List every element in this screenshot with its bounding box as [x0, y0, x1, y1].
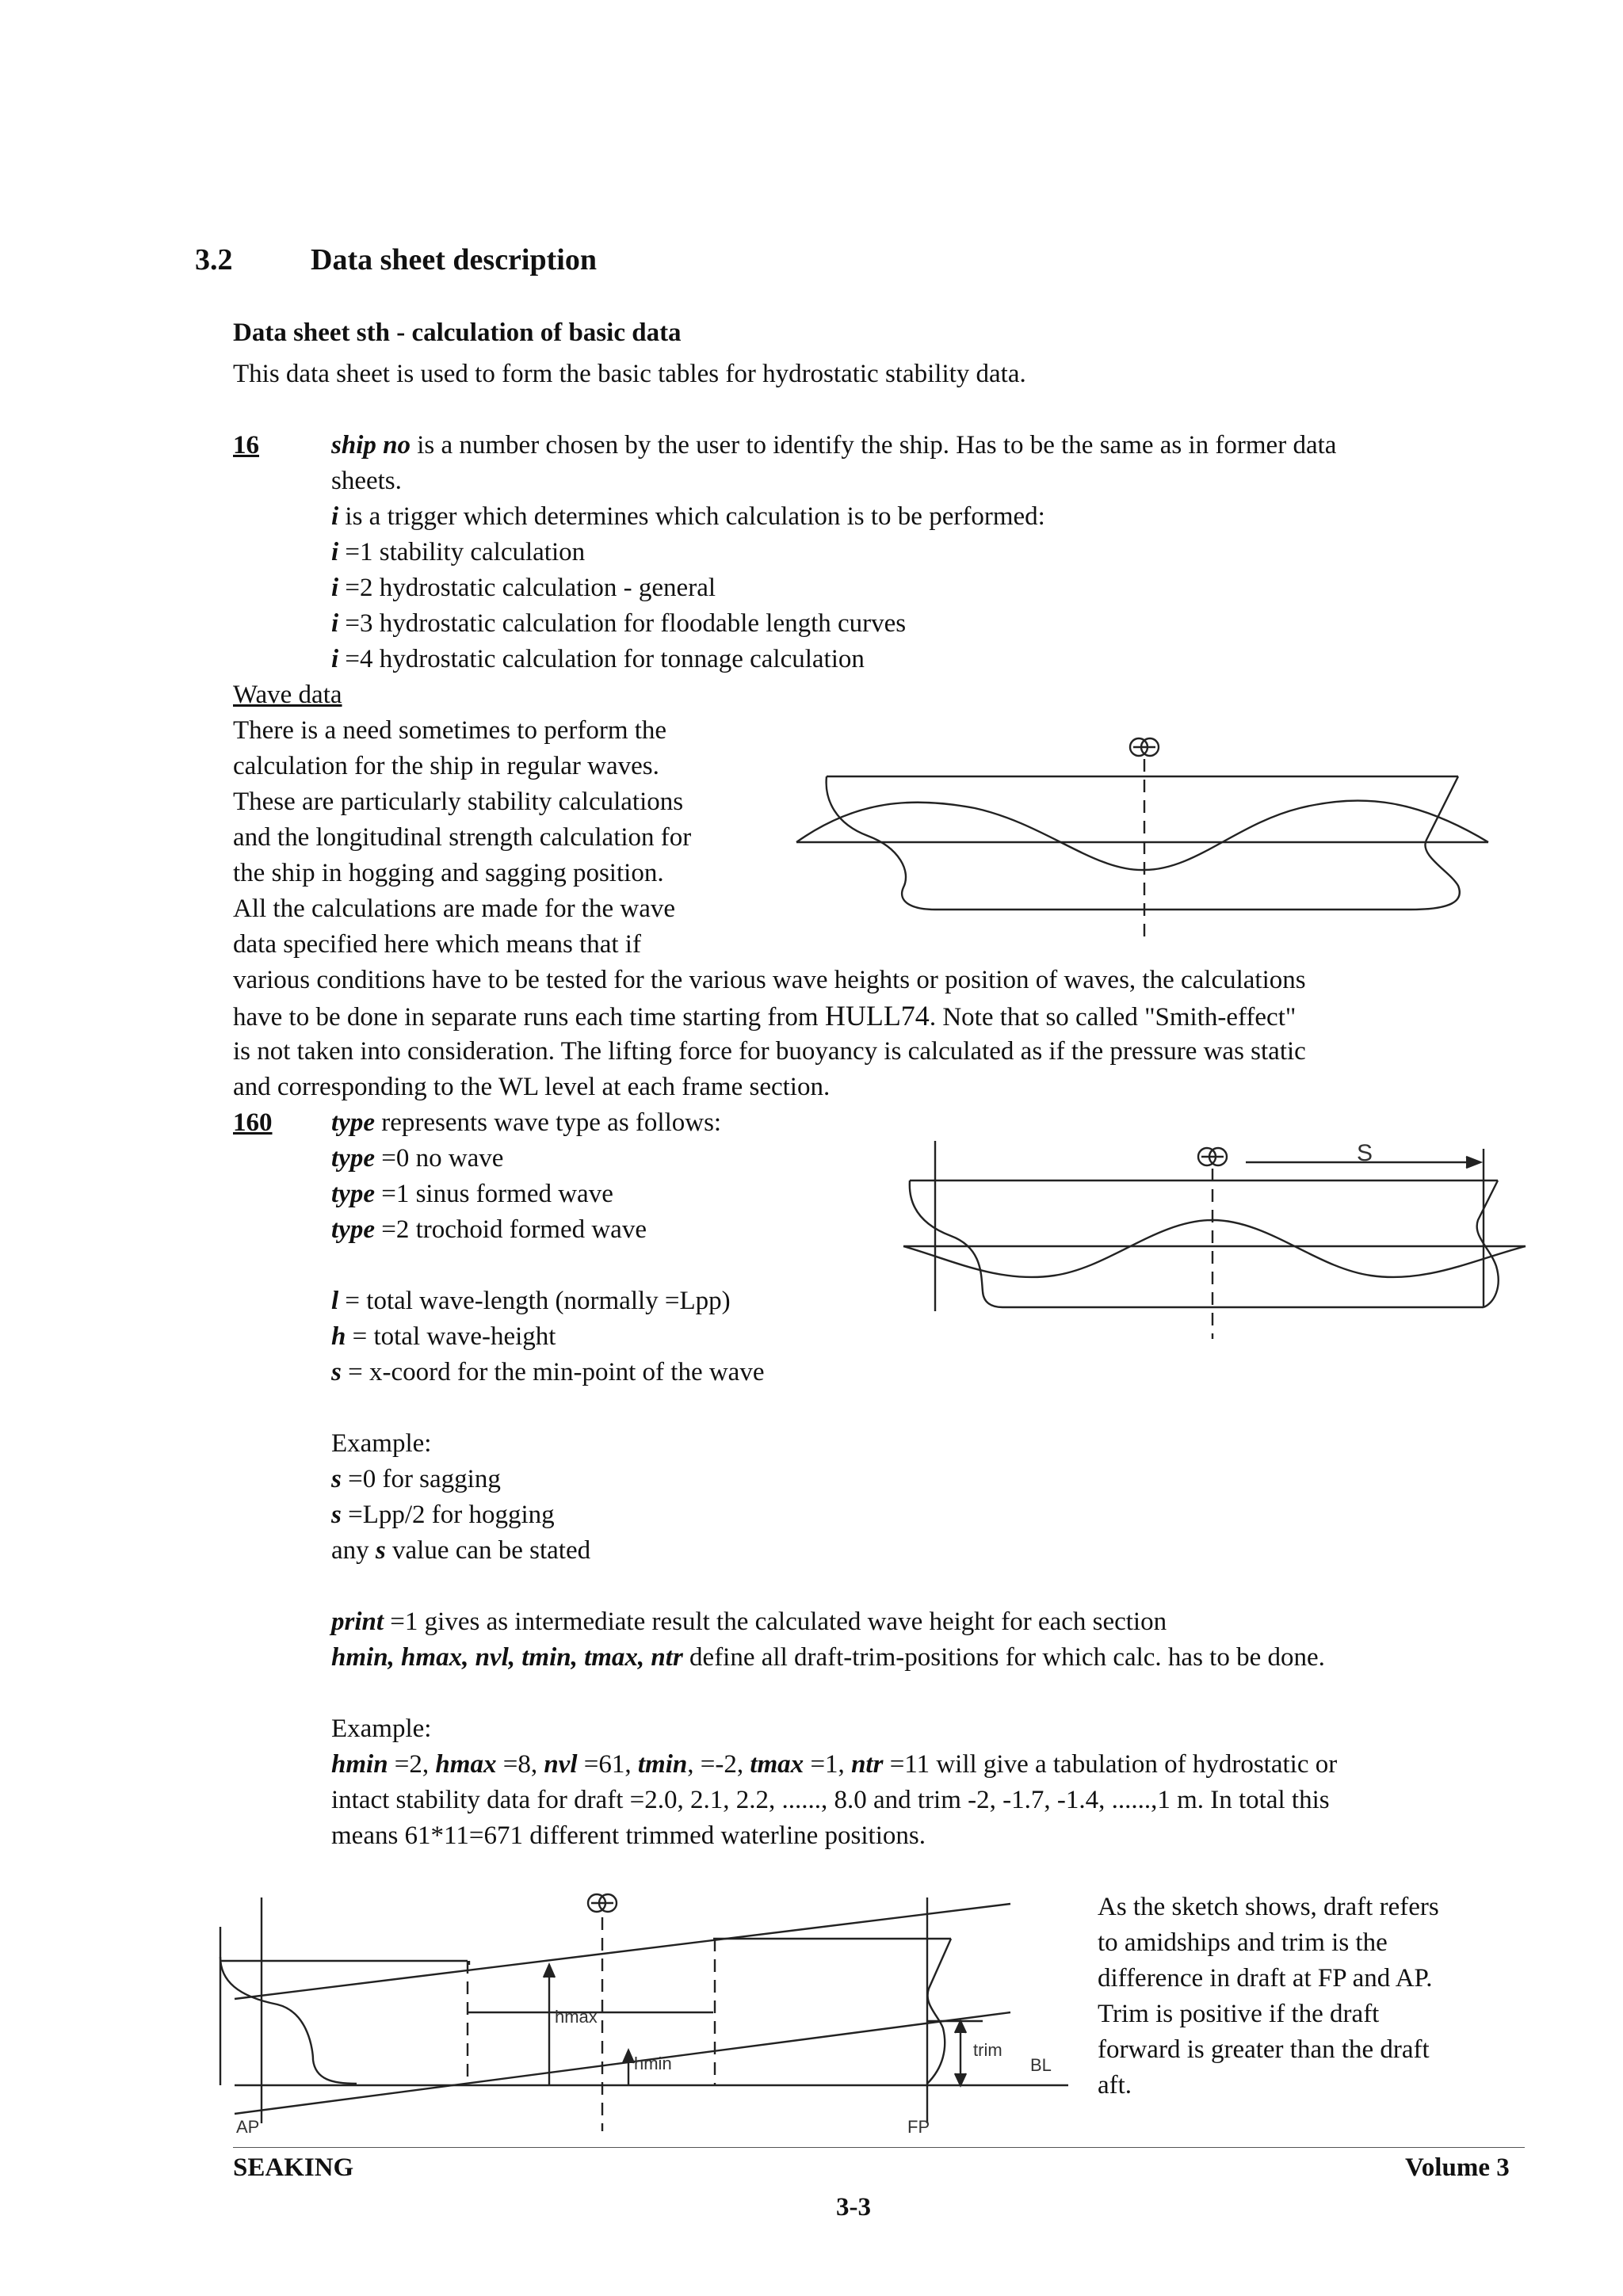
- example2-line-2: intact stability data for draft =2.0, 2.1, 2.2, ......, 8.0 and trim -2, -1.7, -1.4, ......,1 m. In total this: [331, 1786, 1330, 1814]
- sketch-note-line: aft.: [1098, 2071, 1132, 2100]
- text: =1,: [804, 1750, 852, 1779]
- hmax-label: hmax: [555, 2007, 598, 2027]
- arrowhead-icon: [544, 1965, 555, 1978]
- text: = total wave-length (normally =Lpp): [338, 1287, 731, 1315]
- footer-left: SEAKING: [233, 2153, 354, 2182]
- text: =2,: [388, 1750, 436, 1779]
- trim-label: trim: [973, 2040, 1002, 2060]
- waterline-min: [235, 2012, 1010, 2114]
- text: =0 for sagging: [341, 1465, 501, 1493]
- wave-text-line: These are particularly stability calculations: [233, 788, 684, 816]
- text: =3 hydrostatic calculation for floodable length curves: [338, 609, 907, 638]
- sketch-note-line: Trim is positive if the draft: [1098, 2000, 1380, 2028]
- keyword-i: i: [331, 502, 339, 531]
- text: = x-coord for the min-point of the wave: [341, 1358, 765, 1386]
- keyword-ntr: ntr: [851, 1750, 884, 1779]
- text: =1 sinus formed wave: [374, 1180, 613, 1208]
- text: = total wave-height: [346, 1322, 556, 1351]
- text: =Lpp/2 for hogging: [341, 1501, 555, 1529]
- hmin-label: hmin: [634, 2054, 672, 2073]
- s-label: S: [1357, 1140, 1373, 1166]
- example-label: Example:: [331, 1429, 432, 1458]
- p16-line-2: sheets.: [331, 467, 402, 495]
- text: is a number chosen by the user to identify the ship. Has to be the same as in former data: [410, 431, 1337, 460]
- text: =8,: [496, 1750, 544, 1779]
- text: =1 gives as intermediate result the calculated wave height for each section: [384, 1608, 1167, 1636]
- wave-text-line: data specified here which means that if: [233, 930, 641, 959]
- wave-text-line: There is a need sometimes to perform the: [233, 716, 667, 745]
- keyword-type: type: [331, 1215, 375, 1244]
- example2-line-3: means 61*11=671 different trimmed waterline positions.: [331, 1821, 926, 1850]
- keyword-hmax: hmax: [435, 1750, 497, 1779]
- keyword-i: i: [331, 609, 339, 638]
- keyword-nvl: nvl: [544, 1750, 578, 1779]
- wave-text-line: is not taken into consideration. The lifting force for buoyancy is calculated as if the pressure was static: [233, 1037, 1306, 1066]
- sketch-note-line: forward is greater than the draft: [1098, 2035, 1430, 2064]
- baseline-label: BL: [1030, 2055, 1052, 2075]
- text: =1 stability calculation: [338, 538, 586, 566]
- text: =0 no wave: [374, 1144, 504, 1173]
- example-label: Example:: [331, 1714, 432, 1743]
- page-number: 3-3: [836, 2193, 871, 2222]
- text: is a trigger which determines which calculation is to be performed:: [338, 502, 1045, 531]
- sketch-note-line: As the sketch shows, draft refers: [1098, 1893, 1439, 1921]
- footer-divider: [233, 2147, 1525, 2148]
- bow-outline: [927, 1939, 951, 2084]
- text: , =-2,: [687, 1750, 750, 1779]
- program-name: HULL74: [824, 1000, 930, 1032]
- text: . Note that so called "Smith-effect": [929, 1003, 1296, 1032]
- keyword-list: hmin, hmax, nvl, tmin, tmax, ntr: [331, 1643, 683, 1672]
- keyword-i: i: [331, 574, 339, 602]
- stern-outline: [220, 1957, 357, 2084]
- fp-label: FP: [907, 2117, 930, 2137]
- keyword-l: l: [331, 1287, 339, 1315]
- keyword-tmin: tmin: [637, 1750, 688, 1779]
- param-number-16: 16: [233, 431, 259, 460]
- wave-text-line: All the calculations are made for the wave: [233, 894, 676, 923]
- waterline-max: [235, 1904, 1010, 1999]
- keyword-tmax: tmax: [750, 1750, 804, 1779]
- keyword-i: i: [331, 538, 339, 566]
- arrowhead-icon: [623, 2050, 634, 2063]
- text: =2 hydrostatic calculation - general: [338, 574, 716, 602]
- keyword-type: type: [331, 1180, 375, 1208]
- text: value can be stated: [385, 1536, 591, 1565]
- section-number: 3.2: [195, 243, 233, 277]
- arrowhead-icon: [955, 2021, 966, 2033]
- intro-text: This data sheet is used to form the basic tables for hydrostatic stability data.: [233, 360, 1026, 388]
- wave-data-heading: Wave data: [233, 681, 342, 709]
- keyword-print: print: [331, 1608, 384, 1636]
- keyword-hmin: hmin: [331, 1750, 388, 1779]
- keyword-i: i: [331, 645, 339, 673]
- text: =4 hydrostatic calculation for tonnage calculation: [338, 645, 865, 673]
- keyword-s: s: [375, 1536, 386, 1565]
- keyword-h: h: [331, 1322, 346, 1351]
- section-title: Data sheet description: [311, 243, 597, 277]
- wave-text-line: and the longitudinal strength calculation for: [233, 823, 692, 852]
- ap-label: AP: [236, 2117, 260, 2137]
- text: have to be done in separate runs each time starting from: [233, 1003, 825, 1032]
- sketch-note-line: to amidships and trim is the: [1098, 1928, 1388, 1957]
- arrowhead-icon: [955, 2073, 966, 2085]
- text: any: [331, 1536, 376, 1565]
- keyword-ship-no: ship no: [331, 431, 411, 460]
- wave-text-line: calculation for the ship in regular waves.: [233, 752, 659, 780]
- text: =61,: [577, 1750, 638, 1779]
- param-number-160: 160: [233, 1108, 273, 1137]
- wave-text-line: and corresponding to the WL level at each frame section.: [233, 1073, 831, 1101]
- sketch-note-line: difference in draft at FP and AP.: [1098, 1964, 1433, 1993]
- keyword-s: s: [331, 1501, 342, 1529]
- subheading: Data sheet sth - calculation of basic data: [233, 318, 682, 347]
- text: =2 trochoid formed wave: [374, 1215, 647, 1244]
- text: represents wave type as follows:: [374, 1108, 722, 1137]
- wave-text-line: various conditions have to be tested for the various wave heights or position of waves, the calculations: [233, 966, 1306, 994]
- amidships-symbol-icon: [588, 1894, 617, 1912]
- keyword-type: type: [331, 1108, 375, 1137]
- footer-right: Volume 3: [1405, 2153, 1510, 2182]
- keyword-s: s: [331, 1465, 342, 1493]
- keyword-s: s: [331, 1358, 342, 1386]
- text: =11 will give a tabulation of hydrostatic or: [883, 1750, 1338, 1779]
- keyword-type: type: [331, 1144, 375, 1173]
- text: define all draft-trim-positions for which calc. has to be done.: [682, 1643, 1325, 1672]
- wave-text-line: the ship in hogging and sagging position.: [233, 859, 664, 887]
